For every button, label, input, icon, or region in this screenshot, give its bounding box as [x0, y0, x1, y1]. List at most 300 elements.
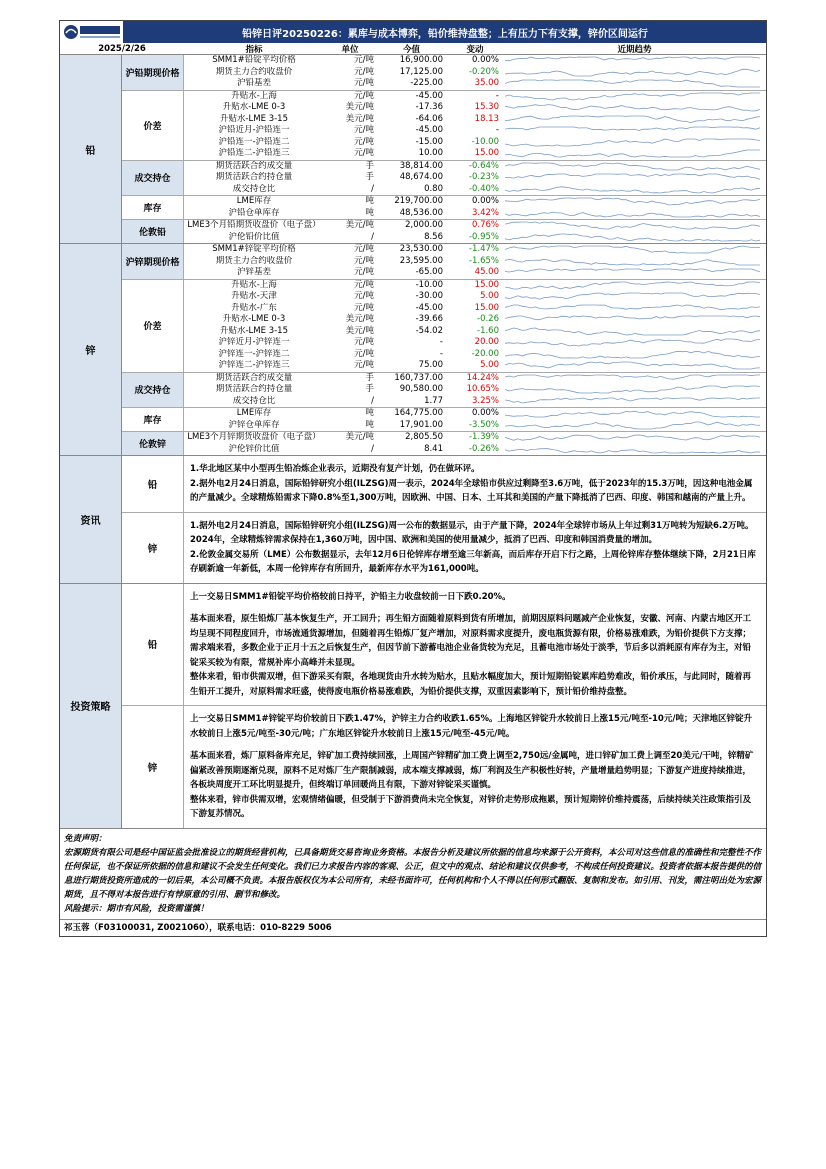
paragraph: 整体来看，锌市供需双增，宏观情绪偏暖，但受制于下游消费尚未完全恢复，对锌价走势形成拖累，预计短期锌价维持震荡，后续持续关注政策指引及下游复苏情况。	[190, 794, 752, 819]
strategy-label: 投资策略	[60, 584, 122, 828]
col-trend: 近期趋势	[617, 44, 652, 55]
metric-unit: 元/吨	[354, 348, 374, 359]
trend-sparkline	[505, 304, 760, 313]
report-title: 铅锌日评20250226：累库与成本博弈，铅价维持盘整；上有压力下有支撑，锌价区间运行	[242, 28, 648, 40]
metric-trend	[503, 172, 766, 184]
news-label: 资讯	[60, 456, 122, 583]
table-row	[184, 232, 766, 244]
strategy-lead-text	[184, 584, 766, 706]
table-row	[184, 78, 766, 90]
strategy-zinc-text	[184, 706, 766, 828]
metric-unit: 美元/吨	[345, 220, 374, 230]
metric-change: 15.00	[474, 148, 499, 158]
trend-sparkline	[505, 374, 760, 383]
table-row	[184, 337, 766, 349]
trend-sparkline	[505, 245, 760, 254]
metric-trend	[503, 91, 766, 103]
metric-trend	[503, 67, 766, 79]
metric-value: -	[439, 348, 443, 359]
metric-name: 沪铅近月-沪铅连一	[218, 125, 290, 135]
metric-trend	[503, 373, 766, 385]
metric-unit: 元/吨	[354, 244, 374, 254]
table-row	[184, 161, 766, 173]
news-lead-label: 铅	[122, 456, 184, 512]
metric-trend	[503, 55, 766, 67]
metric-value: 160,737.00	[394, 372, 443, 383]
metric-trend	[503, 256, 766, 268]
metric-rows	[184, 55, 766, 90]
metric-unit: 手	[365, 160, 374, 171]
trend-sparkline	[505, 197, 760, 206]
metric-name: 沪锌仓单库存	[228, 419, 280, 430]
metric-value: 17,125.00	[399, 66, 443, 77]
metric-group	[122, 55, 766, 91]
metric-change: 0.76%	[471, 220, 499, 230]
metric-unit: 手	[365, 372, 374, 383]
metric-name: 沪锌连一-沪锌连二	[218, 348, 290, 359]
table-row	[184, 125, 766, 137]
metric-value: 10.00	[418, 148, 443, 158]
metric-change: 15.00	[474, 279, 499, 290]
metric-name: 沪铅连一-沪铅连二	[218, 136, 290, 147]
metric-unit: 元/吨	[354, 291, 374, 301]
metric-change: 35.00	[474, 78, 499, 88]
metric-change: 15.00	[474, 302, 499, 313]
table-row	[184, 326, 766, 338]
metric-group-label: 成交持仓	[122, 161, 184, 196]
metric-unit: 元/吨	[354, 279, 374, 290]
metric-value: 219,700.00	[394, 196, 443, 206]
metric-value: 90,580.00	[399, 384, 443, 394]
metric-trend	[503, 291, 766, 303]
metric-group-label: 伦敦铅	[122, 220, 184, 243]
metric-value: 16,900.00	[399, 55, 443, 65]
metric-name: 升贴水-LME 3-15	[219, 325, 288, 336]
metric-rows	[184, 161, 766, 196]
col-unit: 单位	[341, 44, 359, 55]
metric-unit: 元/吨	[354, 360, 374, 370]
metric-group	[122, 220, 766, 243]
news-zinc	[122, 513, 766, 583]
metric-value: 17,901.00	[399, 419, 443, 430]
metric-change: 0.00%	[471, 408, 499, 418]
metric-name: 升贴水-广东	[231, 302, 277, 313]
metric-unit: 吨	[365, 207, 374, 218]
metric-unit: /	[371, 183, 374, 194]
metric-unit: /	[371, 231, 374, 242]
metric-trend	[503, 114, 766, 126]
metric-trend	[503, 444, 766, 456]
metric-change: 15.30	[474, 102, 499, 112]
metric-unit: 吨	[365, 408, 374, 418]
metric-name: 沪铅连二-沪铅连三	[218, 148, 290, 158]
metric-name: 期货主力合约收盘价	[215, 66, 293, 77]
metric-value: -30.00	[415, 291, 443, 301]
metric-value: 23,530.00	[399, 244, 443, 254]
trend-sparkline	[505, 281, 760, 290]
risk-warning: 风险提示：期市有风险，投资需谨慎！	[64, 903, 209, 914]
zinc-body	[122, 244, 766, 455]
table-row	[184, 148, 766, 160]
metric-group-label: 沪锌期现价格	[122, 244, 184, 279]
metric-unit: /	[371, 395, 374, 406]
metric-rows	[184, 220, 766, 243]
table-header	[60, 43, 766, 55]
metric-trend	[503, 220, 766, 232]
company-logo	[60, 21, 124, 43]
paragraph: 上一交易日SMM1#铅锭平均价格较前日持平，沪铅主力收盘较前一日下跌0.20%。	[190, 591, 511, 602]
metric-value: 38,814.00	[399, 160, 443, 171]
metric-change: -	[495, 125, 499, 135]
metric-rows	[184, 91, 766, 160]
metric-change: -0.40%	[468, 183, 499, 194]
metric-unit: 美元/吨	[345, 113, 374, 124]
metric-group	[122, 244, 766, 280]
metric-unit: 元/吨	[354, 255, 374, 266]
metric-value: -39.66	[415, 314, 443, 324]
metric-name: 沪锌近月-沪锌连一	[218, 337, 290, 347]
metric-group-label: 伦敦锌	[122, 432, 184, 455]
metric-change: -1.39%	[468, 432, 499, 442]
metric-change: -0.64%	[468, 160, 499, 171]
paragraph: 整体来看，铅市供需双增，但下游采买有限，各地现货由升水转为贴水，且贴水幅度加大，预计短期铅锭累库趋势难改，铅价承压，与此同时，随着再生铅开工提升，对原料需求旺盛，使得废电瓶价格易涨难跌，为铅价提供支撑，双重因素影响下，预计铅价维持盘整。	[190, 672, 752, 697]
disclaimer-title: 免责声明：	[64, 833, 107, 844]
metric-rows	[184, 280, 766, 372]
paragraph-gap	[190, 604, 758, 612]
metric-value: 23,595.00	[399, 255, 443, 266]
lead-body	[122, 55, 766, 243]
metric-trend	[503, 161, 766, 173]
metric-change: 20.00	[474, 337, 499, 347]
metric-group-label: 成交持仓	[122, 373, 184, 408]
disclaimer	[60, 829, 766, 920]
trend-sparkline	[505, 138, 760, 147]
metric-name: 升贴水-上海	[231, 279, 277, 290]
trend-sparkline	[505, 397, 760, 406]
paragraph-gap	[190, 741, 758, 749]
paragraph: 2.据外电2月24日消息，国际铅锌研究小组(ILZSG)周一表示，2024年全球铅市供应过剩降至3.6万吨，低于2023年的15.3万吨，因这种电池金属的产量减少。全球精炼铅需求下降0.8%至1,300万吨，因欧洲、中国、日本、土耳其和美国的产量下降抵消了巴西、印度、韩国和越南的产量上升。	[190, 478, 753, 503]
metric-trend	[503, 326, 766, 338]
metric-name: LME库存	[236, 408, 272, 418]
metric-change: -1.65%	[468, 255, 499, 266]
metric-trend	[503, 314, 766, 326]
report-date: 2025/2/26	[98, 43, 146, 54]
metric-group	[122, 408, 766, 432]
table-row	[184, 314, 766, 326]
paragraph: 基本面来看，原生铅炼厂基本恢复生产，开工回升；再生铅方面随着原料到货有所增加，前期因原料问题减产企业恢复，安徽、河南、内蒙古地区开工均呈现不同程度回升，市场流通货源增加，但随着再生铅炼厂复产增加，对原料需求度提升，废电瓶货源有限，价格易涨难跌，为铅价提供下方支撑；需求端来看，多数企业于正月十五之后恢复生产，但因节前下游蓄电池企业备货较为充足，且蓄电池市场处于淡季，节后多以消耗原有库存为主，对铅锭采买较为有限，常规补库小高峰并未显现。	[190, 614, 752, 668]
metric-change: 45.00	[474, 267, 499, 277]
metric-value: -15.00	[415, 136, 443, 147]
metric-trend	[503, 102, 766, 114]
metric-value: 164,775.00	[394, 408, 443, 418]
metric-unit: 元/吨	[354, 136, 374, 147]
metric-trend	[503, 196, 766, 208]
lead-section	[60, 55, 766, 244]
metric-change: 3.25%	[471, 395, 499, 406]
trend-sparkline	[505, 221, 760, 230]
metric-group-label: 库存	[122, 408, 184, 431]
metric-change: -1.47%	[468, 244, 499, 254]
metric-unit: 美元/吨	[345, 325, 374, 336]
metric-value: -17.36	[415, 102, 443, 112]
metric-unit: 美元/吨	[345, 102, 374, 112]
metric-value: 75.00	[418, 360, 443, 370]
metric-trend	[503, 280, 766, 292]
metric-trend	[503, 408, 766, 420]
metric-name: 期货主力合约收盘价	[215, 255, 293, 266]
analyst-footer: 祁玉蓉（F03100031, Z0021060），联系电话：010-8229 5006	[64, 922, 332, 933]
metric-value: -45.00	[415, 125, 443, 135]
metric-change: 5.00	[480, 291, 499, 301]
metric-unit: 元/吨	[354, 302, 374, 313]
paragraph: 基本面来看，炼厂原料备库充足，锌矿加工费持续回涨，上周国产锌精矿加工费上调至2,750远/金属吨，进口锌矿加工费上调至20美元/干吨，锌精矿偏紧改善预期逐渐兑现，原料不足对炼厂生产限制减弱，成本端支撑减弱，炼厂利润及生产积极性好转，产量增量趋势明显；下游复产进度持续推进，各板块周度开工环比明显提升，但终端订单回暖尚且有限，下游对锌锭采买谨慎。	[190, 751, 754, 790]
paragraph: 1.据外电2月24日消息，国际铅锌研究小组(ILZSG)周一公布的数据显示，由于产量下降，2024年全球锌市场从上年过剩31万吨转为短缺6.2万吨。2024年，全球精炼锌需求保持在1,360万吨，因中国、欧洲和美国的使用量减少，抵消了巴西、印度和韩国消费量的增加。	[190, 520, 754, 545]
metric-name: 成交持仓比	[232, 395, 276, 406]
metric-trend	[503, 137, 766, 149]
metric-unit: 手	[365, 384, 374, 394]
metric-trend	[503, 125, 766, 137]
table-row	[184, 91, 766, 103]
metric-change: 0.00%	[471, 196, 499, 206]
report-sheet	[59, 20, 767, 937]
metric-unit: 元/吨	[354, 78, 374, 88]
trend-sparkline	[505, 315, 760, 324]
metric-group	[122, 280, 766, 373]
metric-group	[122, 91, 766, 161]
trend-sparkline	[505, 149, 760, 158]
table-row	[184, 396, 766, 408]
metric-group	[122, 373, 766, 409]
metric-name: SMM1#锌锭平均价格	[212, 244, 296, 254]
table-row	[184, 55, 766, 67]
metric-rows	[184, 244, 766, 279]
metric-change: -1.60	[477, 325, 499, 336]
table-row	[184, 420, 766, 432]
table-row	[184, 360, 766, 372]
metric-value: -64.06	[415, 113, 443, 124]
paragraph: 2.伦敦金属交易所（LME）公布数据显示，去年12月6日伦锌库存增至逾三年新高，而后库存开启下行之路，上周伦锌库存整体继续下降，2月21日库存刷新逾一年新低，本周一伦锌库存有所回升，最新库存水平为161,000吨。	[190, 549, 756, 574]
metric-change: 5.00	[480, 360, 499, 370]
table-row	[184, 280, 766, 292]
metric-name: 升贴水-LME 3-15	[219, 113, 288, 124]
trend-sparkline	[505, 433, 760, 442]
metric-name: 升贴水-LME 0-3	[222, 314, 286, 324]
metric-change: 10.65%	[466, 384, 499, 394]
trend-sparkline	[505, 361, 760, 370]
trend-sparkline	[505, 79, 760, 88]
metric-change: -0.26	[477, 314, 499, 324]
metric-change: -3.50%	[468, 419, 499, 430]
metric-name: LME3个月锌期货收盘价（电子盘）	[187, 432, 321, 442]
table-row	[184, 432, 766, 444]
metric-change: -	[495, 90, 499, 101]
col-change: 变动	[466, 44, 484, 55]
metric-group	[122, 196, 766, 220]
table-row	[184, 267, 766, 279]
metric-value: 48,674.00	[399, 172, 443, 182]
metric-name: SMM1#铅锭平均价格	[212, 55, 296, 65]
metric-unit: 吨	[365, 196, 374, 206]
metric-name: 期货活跃合约成交量	[215, 160, 293, 171]
paragraph: 1.华北地区某中小型再生铅冶炼企业表示，近期没有复产计划，仍在做环评。	[190, 464, 480, 474]
metric-name: 沪铅仓单库存	[228, 207, 280, 218]
metric-name: LME库存	[236, 196, 272, 206]
metric-value: 1.77	[424, 395, 443, 406]
metric-change: -20.00	[471, 348, 499, 359]
trend-sparkline	[505, 292, 760, 301]
table-row	[184, 137, 766, 149]
metric-value: -45.00	[415, 302, 443, 313]
table-row	[184, 220, 766, 232]
metric-group	[122, 161, 766, 197]
trend-sparkline	[505, 103, 760, 112]
metric-name: 升贴水-LME 0-3	[222, 102, 286, 112]
trend-sparkline	[505, 173, 760, 182]
table-row	[184, 291, 766, 303]
metric-unit: 元/吨	[354, 148, 374, 158]
table-row	[184, 208, 766, 220]
trend-sparkline	[505, 115, 760, 124]
strategy-zinc	[122, 706, 766, 828]
title-bar	[60, 21, 766, 43]
strategy-section	[60, 584, 766, 829]
metric-unit: 元/吨	[354, 66, 374, 77]
trend-sparkline	[505, 338, 760, 347]
metric-trend	[503, 384, 766, 396]
table-row	[184, 373, 766, 385]
metric-unit: /	[371, 443, 374, 454]
metric-name: 沪伦锌价比值	[228, 443, 280, 454]
metric-value: -65.00	[415, 267, 443, 277]
metric-name: 沪锌连二-沪锌连三	[218, 360, 290, 370]
metric-unit: 吨	[365, 419, 374, 430]
strategy-lead	[122, 584, 766, 707]
metric-value: 2,805.50	[405, 432, 443, 442]
metric-change: 14.24%	[466, 372, 499, 383]
metric-name: 沪伦铅价比值	[228, 231, 280, 242]
metric-group-label: 库存	[122, 196, 184, 219]
metric-name: 期货活跃合约持仓量	[215, 384, 293, 394]
table-row	[184, 384, 766, 396]
metric-name: 沪锌基差	[236, 267, 271, 277]
metric-change: -0.20%	[468, 66, 499, 77]
trend-sparkline	[505, 257, 760, 266]
metric-unit: 元/吨	[354, 55, 374, 65]
metric-value: 2,000.00	[405, 220, 443, 230]
table-row	[184, 196, 766, 208]
table-row	[184, 184, 766, 196]
metric-rows	[184, 432, 766, 455]
metric-value: 0.80	[424, 183, 443, 194]
table-row	[184, 349, 766, 361]
trend-sparkline	[505, 92, 760, 101]
col-indicator: 指标	[245, 44, 263, 55]
metric-trend	[503, 360, 766, 372]
metric-value: -54.02	[415, 325, 443, 336]
metric-group-label: 价差	[122, 91, 184, 160]
news-section	[60, 456, 766, 584]
disclaimer-text: 宏源期货有限公司是经中国证监会批准设立的期货经营机构，已具备期货交易咨询业务资格。本报告分析及建议所依据的信息均来源于公开资料，本公司对这些信息的准确性和完整性不作任何保证，也不保证所依据的信息和建议不会发生任何变化。我们已力求报告内容的客观、公正，但文中的观点、结论和建议仅供参考，不构成任何投资建议。投资者依据本报告提供的信息进行期货投资所造成的一切后果，本公司概不负责。本报告版权仅为本公司所有，未经书面许可，任何机构和个人不得以任何形式翻版、复制和发布。如引用、刊发，需注明出处为宏源期货，且不得对本报告进行有悖原意的引用、删节和修改。	[64, 847, 762, 900]
metric-unit: 手	[365, 172, 374, 182]
strategy-lead-label: 铅	[122, 584, 184, 706]
table-row	[184, 67, 766, 79]
metric-name: 升贴水-上海	[231, 90, 277, 101]
trend-sparkline	[505, 209, 760, 218]
metric-group	[122, 432, 766, 455]
metric-unit: 美元/吨	[345, 314, 374, 324]
news-lead-text	[184, 456, 766, 512]
lead-label: 铅	[60, 55, 122, 243]
metric-unit: 元/吨	[354, 90, 374, 101]
table-row	[184, 114, 766, 126]
metric-name: 成交持仓比	[232, 183, 276, 194]
metric-change: 18.13	[474, 113, 499, 124]
metric-name: LME3个月铅期货收盘价（电子盘）	[187, 220, 321, 230]
metric-rows	[184, 373, 766, 408]
trend-sparkline	[505, 445, 760, 454]
metric-trend	[503, 303, 766, 315]
metric-name: 期货活跃合约成交量	[215, 372, 293, 383]
trend-sparkline	[505, 421, 760, 430]
zinc-section	[60, 244, 766, 456]
metric-change: -0.95%	[468, 231, 499, 242]
metric-trend	[503, 78, 766, 90]
metric-unit: 元/吨	[354, 125, 374, 135]
metric-change: 0.00%	[471, 55, 499, 65]
metric-value: 8.56	[424, 231, 443, 242]
paragraph: 上一交易日SMM1#锌锭平均价较前日下跌1.47%，沪锌主力合约收跌1.65%。上海地区锌锭升水较前日上涨15元/吨至-10元/吨；天津地区锌锭升水较前日上涨5元/吨至-30元/吨；广东地区锌锭升水较前日上涨15元/吨至-45元/吨。	[190, 714, 752, 739]
metric-name: 沪铅基差	[236, 78, 271, 88]
metric-value: 8.41	[424, 443, 443, 454]
news-lead	[122, 456, 766, 513]
col-value: 今值	[402, 44, 420, 55]
trend-sparkline	[505, 56, 760, 65]
trend-sparkline	[505, 233, 760, 242]
metric-trend	[503, 267, 766, 279]
metric-unit: 元/吨	[354, 267, 374, 277]
table-row	[184, 244, 766, 256]
metric-trend	[503, 148, 766, 160]
metric-trend	[503, 432, 766, 444]
table-row	[184, 102, 766, 114]
trend-sparkline	[505, 385, 760, 394]
trend-sparkline	[505, 68, 760, 77]
metric-trend	[503, 396, 766, 408]
metric-rows	[184, 408, 766, 431]
metric-trend	[503, 337, 766, 349]
table-row	[184, 408, 766, 420]
metric-value: -45.00	[415, 90, 443, 101]
table-row	[184, 172, 766, 184]
metric-change: -0.23%	[468, 172, 499, 182]
metric-trend	[503, 420, 766, 432]
table-row	[184, 303, 766, 315]
trend-sparkline	[505, 126, 760, 135]
metric-value: 48,536.00	[399, 207, 443, 218]
metric-value: -225.00	[410, 78, 443, 88]
table-row	[184, 444, 766, 456]
table-row	[184, 256, 766, 268]
metric-name: 升贴水-天津	[231, 291, 277, 301]
trend-sparkline	[505, 268, 760, 277]
metric-trend	[503, 208, 766, 220]
metric-value: -10.00	[415, 279, 443, 290]
trend-sparkline	[505, 185, 760, 194]
metric-value: -	[439, 337, 443, 347]
metric-rows	[184, 196, 766, 219]
metric-change: -10.00	[471, 136, 499, 147]
metric-change: -0.26%	[468, 443, 499, 454]
